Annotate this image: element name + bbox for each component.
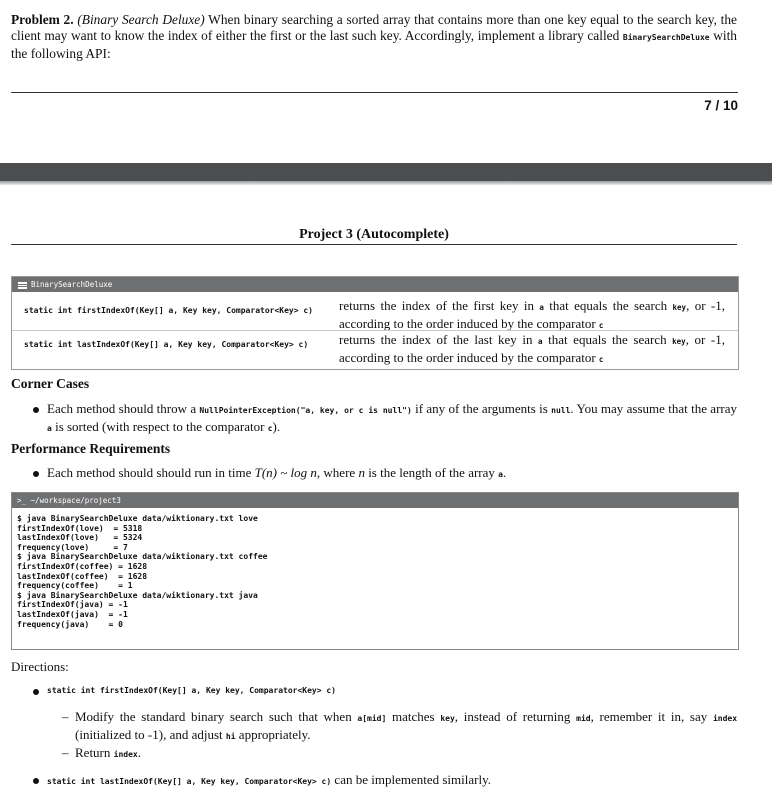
page-number: 7 / 10 — [704, 98, 738, 113]
problem-text-a: When binary searching a sorted array that contains more than one key equal to the search key, the client may want to know the index of either the first or the last such key. Accordingly, implement a library called — [11, 12, 737, 43]
text-part: is the length of the array — [364, 465, 499, 480]
text-part: , instead of returning — [454, 709, 577, 724]
terminal-header: >_ ~/workspace/project3 — [12, 493, 738, 508]
terminal-line: $ java BinarySearchDeluxe data/wiktionary.txt love — [17, 514, 258, 523]
api-desc-part: , or -1, according to the order induced by the comparator — [339, 298, 725, 331]
page-break-shadow — [0, 181, 772, 185]
bullet-icon — [33, 407, 39, 413]
bullet-icon — [33, 689, 39, 695]
inline-code: hi — [225, 732, 236, 741]
api-desc-code: a — [538, 337, 543, 346]
text-part: . — [137, 745, 141, 760]
inline-code: key — [440, 714, 455, 723]
problem-text-b: with the following API: — [11, 28, 737, 61]
terminal-line: firstIndexOf(love) = 5318 — [17, 523, 143, 533]
directions-subitem-return — [75, 745, 141, 761]
terminal-line: lastIndexOf(coffee) = 1628 — [17, 571, 148, 581]
terminal-line: frequency(coffee) = 1 — [17, 581, 133, 591]
api-desc-code: c — [598, 321, 604, 330]
text-part: matches — [386, 709, 441, 724]
api-signature: static int lastIndexOf(Key[] a, Key key, Comparator<Key> c) — [24, 340, 309, 349]
inline-code: c — [267, 424, 273, 433]
corner-cases-text — [47, 401, 737, 437]
inline-code: mid — [576, 714, 591, 723]
inline-code: a[mid] — [357, 714, 387, 723]
directions-subitem-modify — [75, 709, 737, 745]
terminal-line: frequency(love) = 7 — [17, 542, 128, 552]
performance-heading: Performance Requirements — [11, 441, 171, 456]
api-desc-code: key — [672, 303, 687, 312]
inline-code: static int lastIndexOf(Key[] a, Key key, Comparator<Key> c) — [47, 777, 332, 786]
terminal-line: firstIndexOf(coffee) = 1628 — [17, 561, 148, 571]
problem-label: Problem 2. — [11, 12, 74, 27]
terminal-line: $ java BinarySearchDeluxe data/wiktionary.txt java — [17, 590, 258, 600]
performance-text — [47, 465, 737, 483]
complexity-formula: T(n) ~ log n — [254, 465, 317, 480]
api-desc-part: that equals the search — [543, 298, 673, 313]
directions-heading: Directions: — [11, 659, 69, 674]
text-part: ). — [272, 419, 281, 434]
variable-n: n — [358, 465, 365, 480]
terminal-window — [11, 492, 739, 650]
text-part: is sorted (with respect to the comparator — [51, 419, 268, 434]
inline-code: null — [551, 406, 571, 415]
api-desc-part: returns the index of the first key in — [339, 298, 540, 313]
header-rule — [11, 92, 738, 93]
terminal-line: $ java BinarySearchDeluxe data/wiktionary.txt coffee — [17, 552, 268, 562]
text-part: Each method should throw a — [47, 401, 200, 416]
api-description — [339, 298, 725, 334]
api-row-first-index-of — [12, 297, 738, 330]
project-title-rule — [11, 244, 737, 245]
list-icon — [18, 282, 27, 289]
corner-cases-heading: Corner Cases — [11, 376, 90, 391]
api-table — [11, 276, 739, 370]
text-part: if any of the arguments is — [411, 401, 552, 416]
terminal-line: frequency(java) = 0 — [17, 619, 123, 629]
problem-class-name: BinarySearchDeluxe — [622, 33, 710, 42]
text-part: , remember it in, say — [590, 709, 713, 724]
page-break-bar — [0, 163, 772, 181]
terminal-line: lastIndexOf(love) = 5324 — [17, 533, 143, 543]
api-table-header — [12, 277, 738, 292]
api-desc-part: that equals the search — [542, 332, 673, 347]
terminal-line: lastIndexOf(java) = -1 — [17, 609, 128, 619]
text-part: (initialized to -1), and adjust — [75, 727, 226, 742]
text-part: Modify the standard binary search such that when — [75, 709, 358, 724]
text-part: , where — [316, 465, 359, 480]
inline-code: index — [113, 750, 138, 759]
inline-code: a — [498, 470, 503, 479]
dash-icon: – — [62, 745, 69, 760]
dash-icon: – — [62, 709, 69, 724]
api-row-last-index-of — [12, 330, 738, 364]
api-desc-part: returns the index of the last key in — [339, 332, 539, 347]
inline-code: NullPointerException("a, key, or c is null") — [199, 406, 412, 415]
api-desc-code: c — [598, 355, 604, 364]
api-class-name: BinarySearchDeluxe — [31, 280, 113, 289]
directions-item-last-index-of — [47, 772, 491, 788]
text-part: . — [502, 465, 507, 480]
directions-item-first-index-of: static int firstIndexOf(Key[] a, Key key, Comparator<Key> c) — [47, 686, 336, 695]
api-signature: static int firstIndexOf(Key[] a, Key key, Comparator<Key> c) — [24, 306, 313, 315]
inline-code: index — [712, 714, 738, 723]
api-desc-code: a — [539, 303, 544, 312]
text-part: . You may assume that the array — [570, 401, 737, 416]
api-desc-part: , or -1, according to the order induced by the comparator — [339, 332, 725, 365]
text-part: appropriately. — [235, 727, 311, 742]
bullet-icon — [33, 471, 39, 477]
inline-code: a — [47, 424, 52, 433]
text-part: can be implemented similarly. — [331, 772, 491, 787]
problem-name: (Binary Search Deluxe) — [77, 12, 205, 27]
text-part: Return — [75, 745, 114, 760]
terminal-output — [12, 508, 738, 629]
terminal-line: firstIndexOf(java) = -1 — [17, 600, 128, 610]
api-description — [339, 332, 725, 368]
problem-statement — [11, 12, 737, 62]
bullet-icon — [33, 778, 39, 784]
project-title: Project 3 (Autocomplete) — [299, 227, 449, 242]
api-desc-code: key — [672, 337, 686, 346]
text-part: Each method should should run in time — [47, 465, 255, 480]
